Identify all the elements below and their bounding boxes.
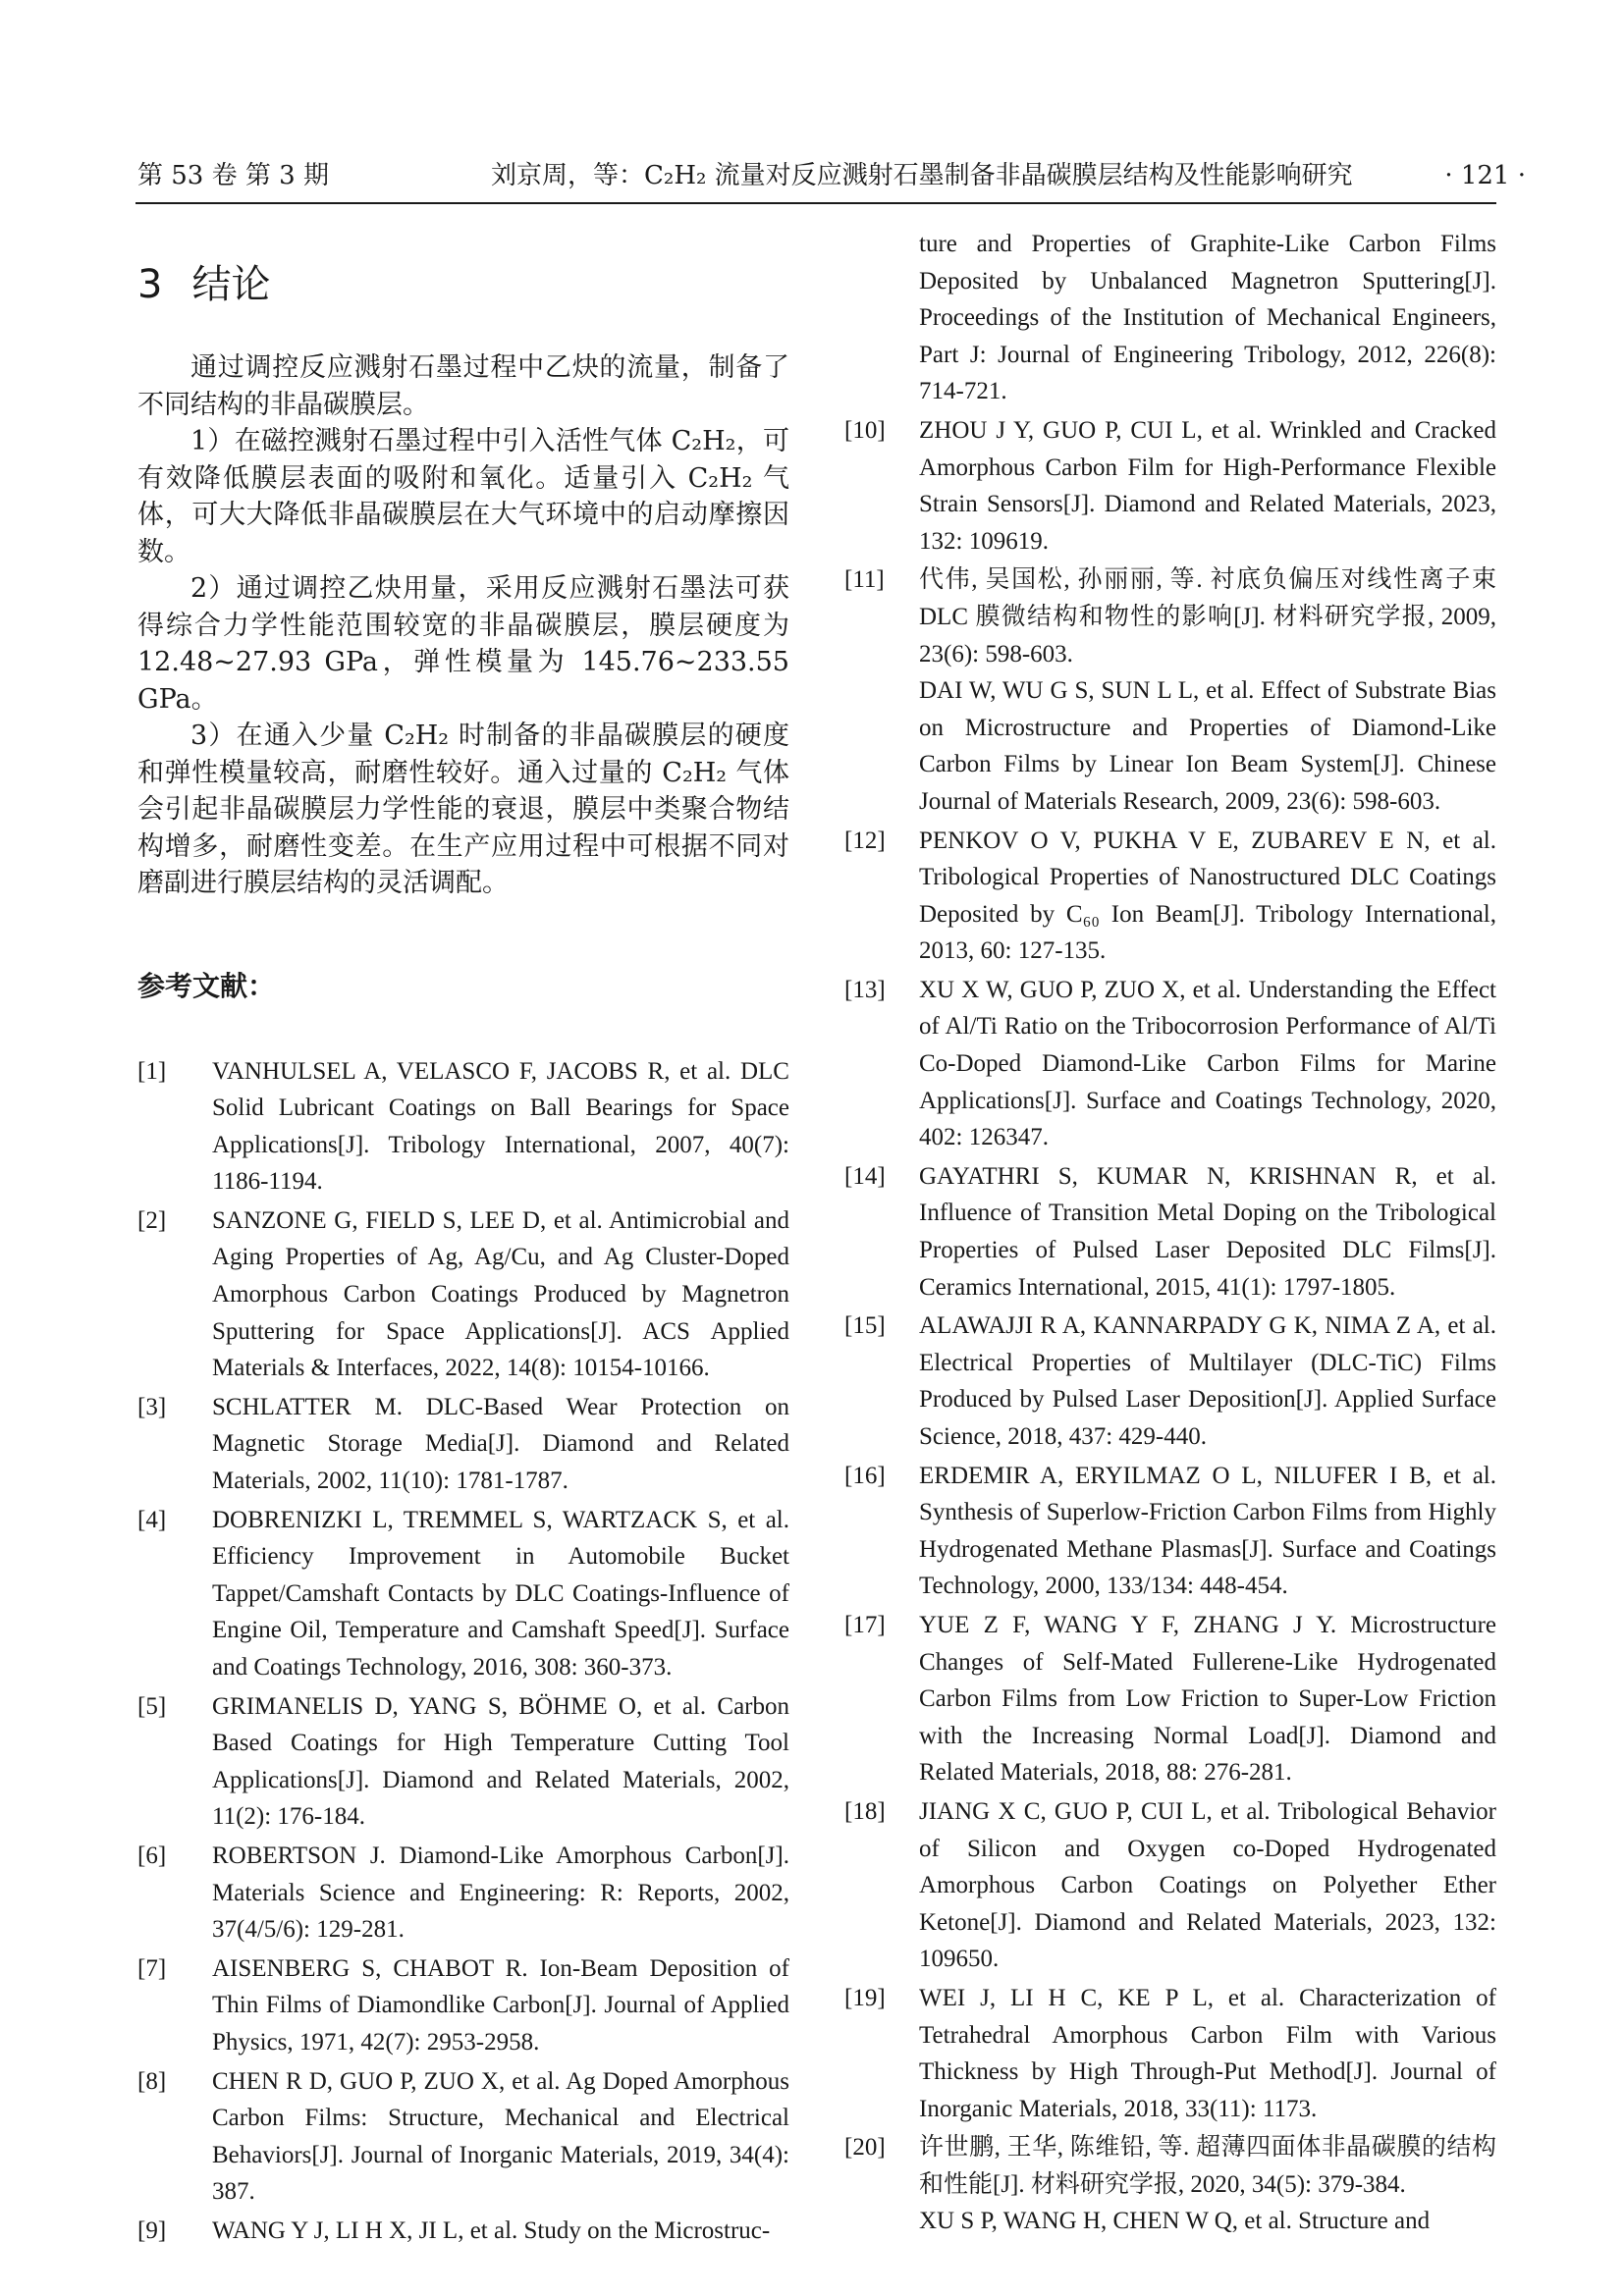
reference-item bbox=[137, 1389, 789, 1500]
reference-main-text: ERDEMIR A, ERYILMAZ O L, NILUFER I B, et al. Synthesis of Superlow-Friction Carbon Films from Highly Hydrogenated Methane Plasmas[J]. Surface and Coatings Technology, 2000, 133/134: 448-454. bbox=[919, 1462, 1496, 1600]
reference-text bbox=[919, 1458, 1496, 1605]
reference-item bbox=[137, 1838, 789, 1949]
header-rule bbox=[135, 202, 1496, 204]
reference-number: [5] bbox=[137, 1692, 167, 1720]
reference-main-text: GAYATHRI S, KUMAR N, KRISHNAN R, et al. Influence of Transition Metal Doping on the Tribological Properties of Pulsed Laser Deposited DLC Films[J]. Ceramics International, 2015, 41(1): 1797-1805. bbox=[919, 1162, 1496, 1301]
reference-text bbox=[212, 2063, 789, 2211]
reference-text bbox=[212, 1502, 789, 1686]
page-number: · 121 · bbox=[1444, 161, 1526, 190]
reference-number: [3] bbox=[137, 1393, 167, 1420]
reference-main-text: ROBERTSON J. Diamond-Like Amorphous Carbon[J]. Materials Science and Engineering: R: Reports, 2002, 37(4/5/6): 129-281. bbox=[212, 1842, 789, 1944]
right-column bbox=[844, 226, 1496, 2242]
reference-text bbox=[919, 2129, 1496, 2240]
reference-number: [12] bbox=[844, 827, 886, 854]
reference-number: [2] bbox=[137, 1206, 167, 1234]
section-number: 3 bbox=[137, 262, 163, 307]
reference-text bbox=[212, 1202, 789, 1387]
reference-item bbox=[844, 1793, 1496, 1978]
paragraph: 通过调控反应溅射石墨过程中乙炔的流量，制备了不同结构的非晶碳膜层。 bbox=[137, 352, 789, 420]
reference-number: [16] bbox=[844, 1462, 886, 1489]
reference-item bbox=[844, 2129, 1496, 2240]
reference-text bbox=[919, 1980, 1496, 2127]
reference-item bbox=[844, 1158, 1496, 1306]
reference-text bbox=[212, 1053, 789, 1201]
reference-item bbox=[844, 1607, 1496, 1791]
reference-text bbox=[919, 823, 1496, 970]
reference-text bbox=[212, 2213, 789, 2250]
reference-main-text: VANHULSEL A, VELASCO F, JACOBS R, et al. DLC Solid Lubricant Coatings on Ball Bearings for Space Applications[J]. Tribology International, 2007, 40(7): 1186-1194. bbox=[212, 1057, 789, 1196]
reference-text bbox=[919, 412, 1496, 560]
reference-item bbox=[844, 1308, 1496, 1455]
reference-text bbox=[919, 1158, 1496, 1306]
reference-main-text: ZHOU J Y, GUO P, CUI L, et al. Wrinkled and Cracked Amorphous Carbon Film for High-Performance Flexible Strain Sensors[J]. Diamond and Related Materials, 2023, 132: 109619. bbox=[919, 416, 1496, 555]
reference-text bbox=[919, 972, 1496, 1156]
reference-text bbox=[919, 1793, 1496, 1978]
reference-text bbox=[212, 1950, 789, 2061]
reference-main-text: DOBRENIZKI L, TREMMEL S, WARTZACK S, et al. Efficiency Improvement in Automobile Bucket Tappet/Camshaft Contacts by DLC Coatings-Influence of Engine Oil, Temperature and Camshaft Speed[J]. Surface and Coatings Technology, 2016, 308: 360-373. bbox=[212, 1506, 789, 1681]
reference-item bbox=[844, 1458, 1496, 1605]
reference-item bbox=[844, 412, 1496, 560]
reference-main-text: CHEN R D, GUO P, ZUO X, et al. Ag Doped Amorphous Carbon Films: Structure, Mechanical and Electrical Behaviors[J]. Journal of Inorganic Materials, 2019, 34(4): 387. bbox=[212, 2067, 789, 2206]
reference-item bbox=[137, 1950, 789, 2061]
reference-list-right bbox=[844, 412, 1496, 2240]
reference-number: [19] bbox=[844, 1984, 886, 2011]
reference-main-text: WANG Y J, LI H X, JI L, et al. Study on the Microstruc- bbox=[212, 2216, 771, 2244]
reference-number: [14] bbox=[844, 1162, 886, 1190]
reference-text bbox=[919, 561, 1496, 820]
reference-main-text: XU X W, GUO P, ZUO X, et al. Understanding the Effect of Al/Ti Ratio on the Tribocorrosion Performance of Al/Ti Co-Doped Diamond-Like Carbon Films for Marine Applications[J]. Surface and Coatings Technology, 2020, 402: 126347. bbox=[919, 976, 1496, 1151]
reference-item bbox=[137, 1053, 789, 1201]
reference-main-text: PENKOV O V, PUKHA V E, ZUBAREV E N, et al. Tribological Properties of Nanostructured DLC Coatings Deposited by C₆₀ Ion Beam[J]. Tribology International, 2013, 60: 127-135. bbox=[919, 827, 1496, 965]
reference-main-text: AISENBERG S, CHABOT R. Ion-Beam Deposition of Thin Films of Diamondlike Carbon[J]. Journal of Applied Physics, 1971, 42(7): 2953-2958. bbox=[212, 1954, 789, 2056]
reference-main-text: JIANG X C, GUO P, CUI L, et al. Tribological Behavior of Silicon and Oxygen co-Doped Hydrogenated Amorphous Carbon Coatings on Polyether Ether Ketone[J]. Diamond and Related Materials, 2023, 132: 109650. bbox=[919, 1797, 1496, 1973]
reference-number: [8] bbox=[137, 2067, 167, 2095]
reference-main-text: GRIMANELIS D, YANG S, BÖHME O, et al. Carbon Based Coatings for High Temperature Cutting Tool Applications[J]. Diamond and Related Materials, 2002, 11(2): 176-184. bbox=[212, 1692, 789, 1831]
section-title: 结论 bbox=[191, 262, 271, 307]
section-heading bbox=[137, 259, 789, 310]
reference-translation: DAI W, WU G S, SUN L L, et al. Effect of Substrate Bias on Microstructure and Properties of Diamond-Like Carbon Films by Linear Ion Beam System[J]. Chinese Journal of Materials Research, 2009, 23(6): 598-603. bbox=[919, 677, 1496, 815]
running-title: 刘京周，等：C₂H₂ 流量对反应溅射石墨制备非晶碳膜层结构及性能影响研究 bbox=[491, 161, 1353, 190]
reference-item bbox=[137, 2213, 789, 2250]
reference-text bbox=[212, 1838, 789, 1949]
paragraph: 2）通过调控乙炔用量，采用反应溅射石墨法可获得综合力学性能范围较宽的非晶碳膜层，膜层硬度为 12.48~27.93 GPa，弹性模量为 145.76~233.55 GPa。 bbox=[137, 573, 789, 715]
reference-number: [13] bbox=[844, 976, 886, 1003]
left-column bbox=[137, 226, 789, 2252]
reference-text bbox=[919, 1607, 1496, 1791]
reference-item bbox=[137, 2063, 789, 2211]
reference-number: [20] bbox=[844, 2134, 886, 2162]
reference-number: [17] bbox=[844, 1611, 886, 1638]
reference-main-text: SCHLATTER M. DLC-Based Wear Protection on Magnetic Storage Media[J]. Diamond and Related Materials, 2002, 11(10): 1781-1787. bbox=[212, 1393, 789, 1495]
reference-item bbox=[137, 1688, 789, 1836]
reference-item bbox=[844, 1980, 1496, 2127]
reference-main-text: YUE Z F, WANG Y F, ZHANG J Y. Microstructure Changes of Self-Mated Fullerene-Like Hydrogenated Carbon Films from Low Friction to Super-Low Friction with the Increasing Normal Load[J]. Diamond and Related Materials, 2018, 88: 276-281. bbox=[919, 1611, 1496, 1787]
reference-text bbox=[212, 1389, 789, 1500]
reference-list-left bbox=[137, 1053, 789, 2250]
reference-item bbox=[844, 972, 1496, 1156]
references-heading: 参考文献： bbox=[137, 969, 276, 1002]
reference-main-text: WEI J, LI H C, KE P L, et al. Characterization of Tetrahedral Amorphous Carbon Film with Various Thickness by High Through-Put Method[J]. Journal of Inorganic Materials, 2018, 33(11): 1173. bbox=[919, 1984, 1496, 2122]
reference-number: [11] bbox=[844, 566, 885, 594]
reference-item bbox=[844, 561, 1496, 820]
reference-item bbox=[844, 823, 1496, 970]
reference-number: [18] bbox=[844, 1797, 886, 1825]
reference-text bbox=[919, 1308, 1496, 1455]
reference-number: [7] bbox=[137, 1954, 167, 1982]
reference-number: [1] bbox=[137, 1057, 167, 1085]
reference-main-text: ALAWAJJI R A, KANNARPADY G K, NIMA Z A, et al. Electrical Properties of Multilayer (DLC-TiC) Films Produced by Pulsed Laser Deposition[J]. Applied Surface Science, 2018, 437: 429-440. bbox=[919, 1312, 1496, 1450]
reference-number: [9] bbox=[137, 2216, 167, 2244]
reference-main-text: 许世鹏, 王华, 陈维铅, 等. 超薄四面体非晶碳膜的结构和性能[J]. 材料研究学报, 2020, 34(5): 379-384. bbox=[919, 2134, 1496, 2198]
reference-main-text: 代伟, 吴国松, 孙丽丽, 等. 衬底负偏压对线性离子束 DLC 膜微结构和物性的影响[J]. 材料研究学报, 2009, 23(6): 598-603. bbox=[919, 566, 1496, 667]
reference-text bbox=[212, 1688, 789, 1836]
reference-continuation bbox=[844, 226, 1496, 410]
reference-translation: XU S P, WANG H, CHEN W Q, et al. Structure and bbox=[919, 2208, 1431, 2235]
paragraph: 3）在通入少量 C₂H₂ 时制备的非晶碳膜层的硬度和弹性模量较高，耐磨性较好。通入过量的 C₂H₂ 气体会引起非晶碳膜层力学性能的衰退，膜层中类聚合物结构增多，耐磨性变差。在生产应用过程中可根据不同对磨副进行膜层结构的灵活调配。 bbox=[137, 721, 789, 898]
reference-main-text: SANZONE G, FIELD S, LEE D, et al. Antimicrobial and Aging Properties of Ag, Ag/Cu, and Ag Cluster-Doped Amorphous Carbon Coatings Produced by Magnetron Sputtering for Space Applications[J]. ACS Applied Materials & Interfaces, 2022, 14(8): 10154-10166. bbox=[212, 1206, 789, 1382]
reference-number: [6] bbox=[137, 1842, 167, 1869]
reference-item bbox=[137, 1202, 789, 1387]
paragraph: 1）在磁控溅射石墨过程中引入活性气体 C₂H₂，可有效降低膜层表面的吸附和氧化。适量引入 C₂H₂ 气体，可大大降低非晶碳膜层在大气环境中的启动摩擦因数。 bbox=[137, 426, 789, 567]
reference-number: [4] bbox=[137, 1506, 167, 1533]
reference-number: [15] bbox=[844, 1312, 886, 1340]
reference-text: ture and Properties of Graphite-Like Carbon Films Deposited by Unbalanced Magnetron Sputtering[J]. Proceedings of the Institution of Mechanical Engineers, Part J: Journal of Engineering Tribology, 2012, 226(8): 714-721. bbox=[919, 231, 1496, 405]
journal-issue: 第 53 卷 第 3 期 bbox=[137, 161, 329, 190]
reference-item bbox=[137, 1502, 789, 1686]
reference-number: [10] bbox=[844, 416, 886, 444]
